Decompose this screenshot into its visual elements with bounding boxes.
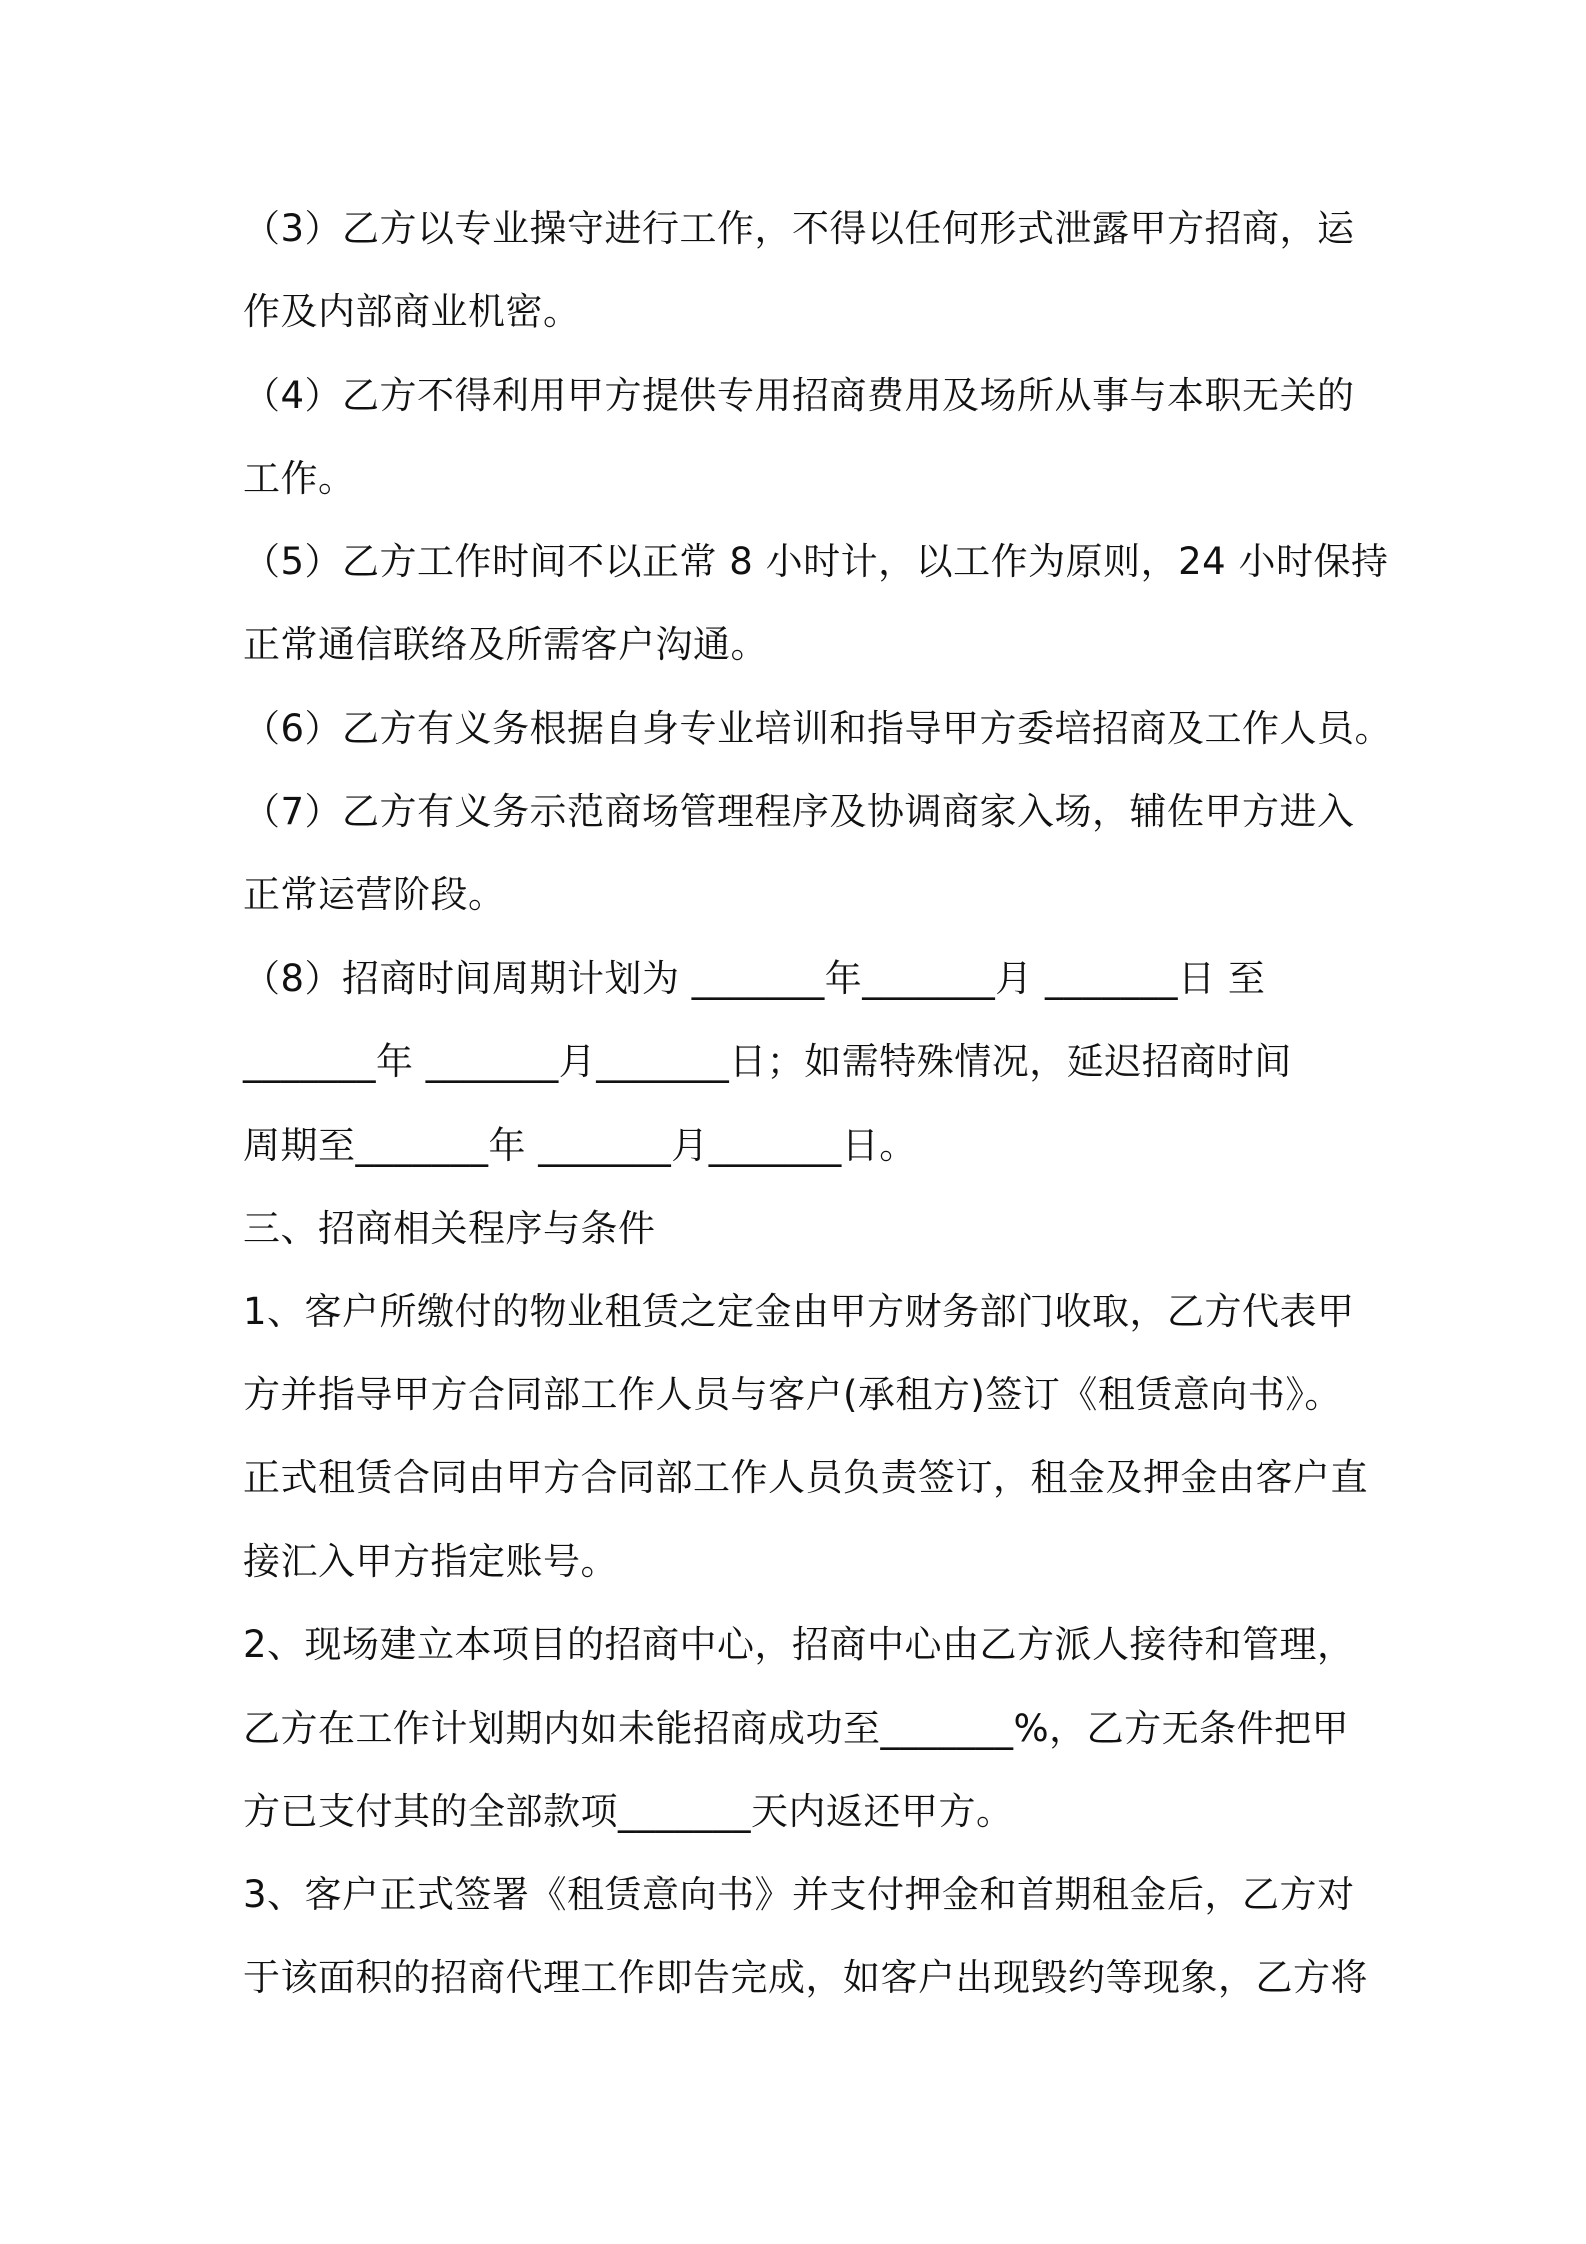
text-line: （4）乙方不得利用甲方提供专用招商费用及场所从事与本职无关的 bbox=[243, 374, 1355, 417]
text-line: 乙方在工作计划期内如未能招商成功至_______%，乙方无条件把甲 bbox=[243, 1707, 1350, 1750]
text-line: _______年 _______月_______日；如需特殊情况，延迟招商时间 bbox=[243, 1040, 1292, 1083]
text-line: 工作。 bbox=[243, 457, 356, 500]
text-line: 正常通信联络及所需客户沟通。 bbox=[243, 623, 768, 666]
text-line: 方已支付其的全部款项_______天内返还甲方。 bbox=[243, 1790, 1014, 1833]
text-line: 接汇入甲方指定账号。 bbox=[243, 1540, 618, 1583]
text-line: 3、客户正式签署《租赁意向书》并支付押金和首期租金后，乙方对 bbox=[243, 1873, 1355, 1916]
text-line: 1、客户所缴付的物业租赁之定金由甲方财务部门收取，乙方代表甲 bbox=[243, 1290, 1355, 1333]
text-line: 正常运营阶段。 bbox=[243, 873, 506, 916]
text-line: 作及内部商业机密。 bbox=[243, 290, 581, 333]
text-line: （8）招商时间周期计划为 _______年_______月 _______日 至 bbox=[243, 957, 1266, 1000]
section-heading: 三、招商相关程序与条件 bbox=[243, 1207, 656, 1250]
text-line: 周期至_______年 _______月_______日。 bbox=[243, 1124, 917, 1167]
text-line: （7）乙方有义务示范商场管理程序及协调商家入场，辅佐甲方进入 bbox=[243, 790, 1355, 833]
text-line: 于该面积的招商代理工作即告完成，如客户出现毁约等现象，乙方将 bbox=[243, 1956, 1368, 1999]
text-line: （5）乙方工作时间不以正常 8 小时计，以工作为原则，24 小时保持 bbox=[243, 540, 1389, 583]
text-line: 方并指导甲方合同部工作人员与客户(承租方)签订《租赁意向书》。 bbox=[243, 1373, 1342, 1416]
text-line: 2、现场建立本项目的招商中心，招商中心由乙方派人接待和管理， bbox=[243, 1623, 1355, 1666]
text-line: （3）乙方以专业操守进行工作，不得以任何形式泄露甲方招商，运 bbox=[243, 207, 1355, 250]
text-line: 正式租赁合同由甲方合同部工作人员负责签订，租金及押金由客户直 bbox=[243, 1456, 1368, 1499]
text-line: （6）乙方有义务根据自身专业培训和指导甲方委培招商及工作人员。 bbox=[243, 707, 1393, 750]
